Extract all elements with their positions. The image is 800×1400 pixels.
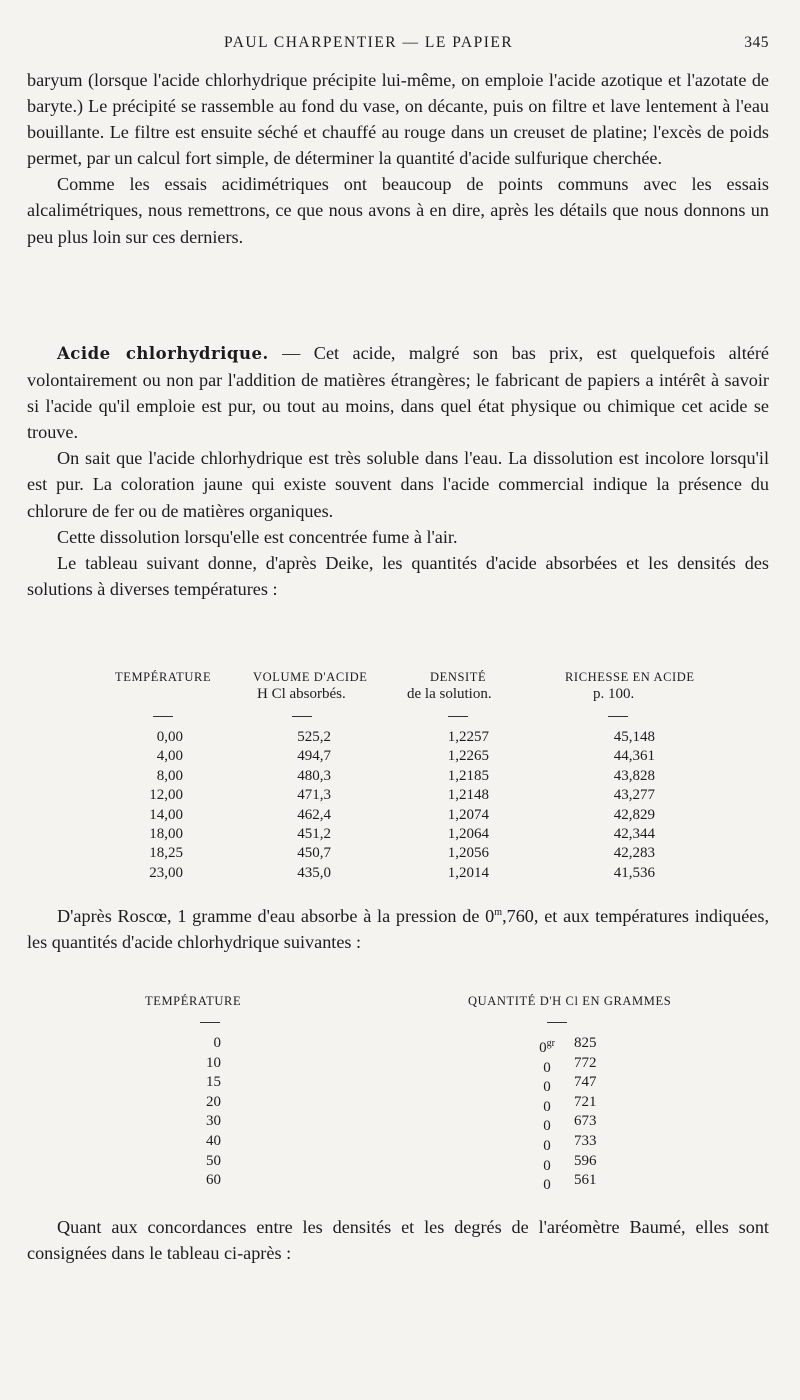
table-cell: 0 — [213, 1035, 221, 1051]
table-cell: 60 — [206, 1172, 221, 1189]
table2-col-grams — [537, 1034, 557, 1196]
roscoe-text-start: D'après Roscœ, 1 gramme d'eau absorbe à la pression de 0 — [57, 906, 495, 927]
table-cell: 525,2 — [297, 729, 331, 745]
table-cell: 494,7 — [297, 748, 331, 765]
table-cell: 733 — [574, 1132, 597, 1149]
table-cell: 12,00 — [149, 787, 183, 804]
table-cell: 14,00 — [149, 806, 183, 823]
table1-header-temperature: TEMPÉRATURE — [115, 670, 212, 684]
section-intro — [27, 340, 769, 445]
table-cell: 0 — [543, 1059, 551, 1076]
table-cell: 1,2257 — [447, 729, 489, 745]
table1-rule — [153, 716, 173, 717]
table-cell: 462,4 — [297, 806, 331, 823]
table-cell: 18,25 — [149, 845, 183, 862]
table1-col-density — [417, 728, 489, 883]
section-hydrochloric-acid — [27, 340, 769, 602]
running-header — [27, 34, 769, 56]
table-cell: 43,277 — [613, 787, 655, 804]
table2-rule — [547, 1022, 567, 1023]
table1-header-volume: VOLUME D'ACIDE — [253, 670, 368, 684]
table1-header-richness-sub: p. 100. — [593, 686, 635, 702]
table-cell: 1,2265 — [447, 748, 489, 765]
page-number: 345 — [744, 34, 769, 51]
table-cell: 480,3 — [297, 767, 331, 784]
table-cell: 0,00 — [156, 729, 183, 745]
table-cell: 42,829 — [613, 806, 655, 823]
table-cell: 0 — [543, 1177, 551, 1194]
paragraph-barium: baryum (lorsque l'acide chlorhydrique précipite lui-même, on emploie l'acide azotique et l'azotate de baryte.) Le précipité se rassemble au fond du vase, on décante, puis on filtre et lave lentement à l'eau bouillante. Le filtre est ensuite séché et chauffé au rouge dans un creuset de platine; l'excès de poids permet, par un calcul fort simple, de déterminer la quantité d'acide sulfurique cherchée. — [27, 70, 769, 169]
table-cell: 0 — [543, 1137, 551, 1154]
table1-header-richness: RICHESSE EN ACIDE — [565, 670, 695, 684]
table-cell: 0 — [543, 1118, 551, 1135]
table-deike — [27, 670, 769, 885]
table-cell: 23,00 — [149, 864, 183, 881]
table-cell: 1,2185 — [447, 767, 489, 784]
table-cell: 825 — [574, 1035, 597, 1051]
table-cell: 596 — [574, 1152, 597, 1169]
table2-col-temperature — [189, 1034, 221, 1191]
table-cell: 471,3 — [297, 787, 331, 804]
table1-header-density: DENSITÉ — [430, 670, 487, 684]
table-cell: 44,361 — [613, 748, 655, 765]
table-cell: 42,283 — [613, 845, 655, 862]
section-heading: Acide chlorhydrique. — [57, 344, 269, 363]
table1-rule — [608, 716, 628, 717]
table-cell: 40 — [206, 1132, 221, 1149]
table-cell: 451,2 — [297, 826, 331, 843]
table-cell: 20 — [206, 1093, 221, 1110]
table-cell: 561 — [574, 1172, 597, 1189]
table1-col-richness — [583, 728, 655, 883]
table-cell: 30 — [206, 1113, 221, 1130]
table-cell: 450,7 — [297, 845, 331, 862]
table2-col-decimals — [574, 1034, 610, 1191]
grams-integer: 0 — [539, 1040, 547, 1056]
table-cell: 18,00 — [149, 826, 183, 843]
table1-col-temperature — [127, 728, 183, 883]
table-cell: 41,536 — [613, 864, 655, 881]
paragraph-solubility: On sait que l'acide chlorhydrique est très soluble dans l'eau. La dissolution est incolore lorsqu'il est pur. La coloration jaune qui existe souvent dans l'acide commercial indique la présence du chlorure de fer ou de matières organiques. — [27, 448, 769, 521]
roscoe-text-end: ,760, et aux températures indiquées, les quantités d'acide chlorhydrique suivantes : — [27, 906, 769, 953]
section-intro-text: — Cet acide, malgré son bas prix, est quelquefois altéré volontairement ou non par l'addition de matières étrangères; le fabricant de papiers a intérêt à savoir si l'acide qu'il emploie est pur, ou tout au moins, dans quel état physique ou chimique cet acide se trouve. — [27, 343, 769, 443]
table-cell — [537, 1034, 557, 1059]
table-roscoe — [27, 994, 769, 1194]
table-cell: 50 — [206, 1152, 221, 1169]
table2-header-temperature: TEMPÉRATURE — [145, 994, 242, 1008]
table-cell: 4,00 — [156, 748, 183, 765]
table2-rule — [200, 1022, 220, 1023]
table2-header-quantity: QUANTITÉ D'H Cl EN GRAMMES — [468, 994, 672, 1008]
text-block-roscoe — [27, 900, 769, 955]
table-cell: 42,344 — [613, 826, 655, 843]
table-cell: 1,2148 — [447, 787, 489, 804]
table-cell: 10 — [206, 1054, 221, 1071]
table-cell: 0 — [543, 1098, 551, 1115]
table-cell: 0 — [543, 1157, 551, 1174]
table1-col-volume — [267, 728, 331, 883]
table-cell: 8,00 — [156, 767, 183, 784]
grams-unit-sup: gr — [546, 1038, 555, 1049]
table-cell: 0 — [543, 1079, 551, 1096]
table-cell: 1,2074 — [447, 806, 489, 823]
roscoe-unit-sup: m — [494, 907, 503, 918]
table1-rule — [292, 716, 312, 717]
table-cell: 1,2014 — [447, 864, 489, 881]
paragraph-baume: Quant aux concordances entre les densités et les degrés de l'aréomètre Baumé, elles sont consignées dans le tableau ci-après : — [27, 1217, 769, 1264]
header-title: PAUL CHARPENTIER — LE PAPIER — [224, 34, 514, 51]
paragraph-acidimetric: Comme les essais acidimétriques ont beaucoup de points communs avec les essais alcalimétriques, nous remettrons, ce que nous avons à en dire, après les détails que nous donnons un peu plus loin sur ces derniers. — [27, 174, 769, 247]
table-cell: 747 — [574, 1074, 597, 1091]
table1-header-density-sub: de la solution. — [407, 686, 492, 702]
table-cell: 673 — [574, 1113, 597, 1130]
paragraph-table-intro: Le tableau suivant donne, d'après Deike, les quantités d'acide absorbées et les densités des solutions à diverses températures : — [27, 552, 769, 599]
text-block-top — [27, 67, 769, 250]
table1-rule — [448, 716, 468, 717]
table-cell: 45,148 — [613, 729, 655, 745]
table-cell: 772 — [574, 1054, 597, 1071]
table-cell: 1,2056 — [447, 845, 489, 862]
table1-header-volume-sub: H Cl absorbés. — [257, 686, 346, 702]
table-cell: 721 — [574, 1093, 597, 1110]
table-cell: 43,828 — [613, 767, 655, 784]
text-block-final — [27, 1214, 769, 1266]
table-cell: 1,2064 — [447, 826, 489, 843]
table-cell: 435,0 — [297, 864, 331, 881]
paragraph-roscoe — [27, 900, 769, 955]
table-cell: 15 — [206, 1074, 221, 1091]
paragraph-fumes: Cette dissolution lorsqu'elle est concentrée fume à l'air. — [57, 526, 458, 547]
